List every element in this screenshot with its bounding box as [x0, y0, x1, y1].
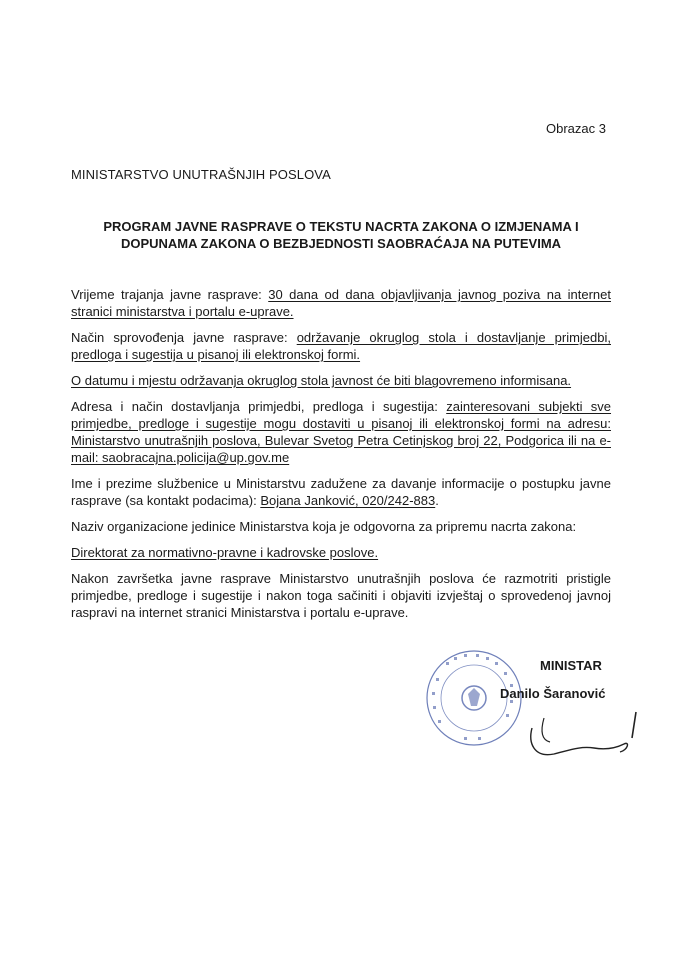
form-label: Obrazac 3	[546, 121, 606, 136]
method-paragraph	[71, 329, 611, 363]
contact-paragraph	[71, 475, 611, 509]
minister-name: Danilo Šaranović	[500, 686, 606, 701]
unit-label-paragraph: Naziv organizacione jedinice Ministarstva koja je odgovorna za pripremu nacrta zakona:	[71, 519, 577, 534]
contact-end: .	[435, 493, 439, 508]
closing-paragraph: Nakon završetka javne rasprave Ministarstvo unutrašnjih poslova će razmotriti pristigle primjedbe, predloge i sugestije i nakon toga sačiniti i objaviti izvještaj o sprovedenoj javnoj raspravi na internet stranici Ministarstva i portalu e-uprave.	[71, 571, 611, 620]
document-body	[71, 286, 611, 621]
duration-label: Vrijeme trajanja javne rasprave:	[71, 287, 269, 302]
address-label: Adresa i način dostavljanja primjedbi, predloga i sugestija:	[71, 399, 447, 414]
ministry-name: MINISTARSTVO UNUTRAŠNJIH POSLOVA	[71, 167, 331, 182]
signature-block	[424, 658, 644, 768]
unit-value: Direktorat za normativno-pravne i kadrovske poslove.	[71, 545, 379, 560]
duration-value: 30 dana od dana objavljivanja javnog poziva na internet stranici ministarstva i portalu e-uprave.	[71, 287, 611, 319]
contact-label: Ime i prezime službenice u Ministarstvu zadužene za davanje informacije o postupku javne rasprave (sa kontakt podacima):	[71, 476, 611, 508]
minister-title: MINISTAR	[540, 658, 602, 673]
duration-paragraph	[71, 286, 611, 320]
method-label: Način sprovođenja javne rasprave:	[71, 330, 297, 345]
title-line-1: PROGRAM JAVNE RASPRAVE O TEKSTU NACRTA ZAKONA O IZMJENAMA I	[103, 219, 579, 234]
roundtable-note: O datumu i mjestu održavanja okruglog stola javnost će biti blagovremeno informisana.	[71, 373, 572, 388]
roundtable-paragraph	[71, 372, 611, 389]
contact-value: Bojana Janković, 020/242-883	[260, 493, 436, 508]
title-line-2: DOPUNAMA ZAKONA O BEZBJEDNOSTI SAOBRAĆAJA NA PUTEVIMA	[120, 236, 562, 251]
address-paragraph	[71, 398, 611, 466]
method-value: održavanje okruglog stola i dostavljanje primjedbi, predloga i sugestija u pisanoj ili elektronskoj formi.	[71, 330, 611, 362]
document-title	[71, 218, 611, 252]
address-value: zainteresovani subjekti sve primjedbe, predloge i sugestije mogu dostaviti u pisanoj ili elektronskoj formi na adresu: Ministarstvo unutrašnjih poslova, Bulevar Svetog Petra Cetinjskog broj 22, Podgorica ili na e-mail: saobracajna.policija@up.gov.me	[71, 399, 612, 465]
unit-value-paragraph	[71, 544, 611, 561]
handwritten-signature	[524, 688, 644, 768]
